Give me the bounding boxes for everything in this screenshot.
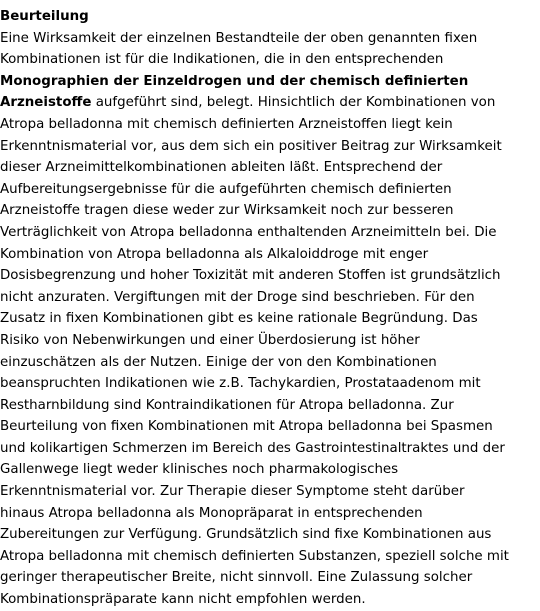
text-line: Beurteilung von fixen Kombinationen mit Atropa belladonna bei Spasmen — [0, 419, 493, 435]
text-line: Risiko von Nebenwirkungen und einer Überdosierung ist höher — [0, 332, 420, 348]
bold-reference: Monographien der Einzeldrogen und der chemisch definierten — [0, 73, 469, 89]
text-line: nicht anzuraten. Vergiftungen mit der Droge sind beschrieben. Für den — [0, 289, 475, 305]
text-line: Atropa belladonna mit chemisch definierten Substanzen, speziell solche mit — [0, 548, 509, 564]
text-line: Kombinationspräparate kann nicht empfohlen werden. — [0, 592, 366, 608]
text-line: Zubereitungen zur Verfügung. Grundsätzlich sind fixe Kombinationen aus — [0, 527, 492, 543]
text-line: Gallenwege liegt weder klinisches noch pharmakologisches — [0, 462, 399, 478]
text-line: Aufbereitungsergebnisse für die aufgeführten chemisch definierten — [0, 181, 452, 197]
text-line: einzuschätzen als der Nutzen. Einige der von den Kombinationen — [0, 354, 437, 370]
text-line: geringer therapeutischer Breite, nicht sinnvoll. Eine Zulassung solcher — [0, 570, 473, 586]
text-line: Kombination von Atropa belladonna als Alkaloiddroge mit enger — [0, 246, 429, 262]
text-line: Verträglichkeit von Atropa belladonna enthaltenden Arzneimitteln bei. Die — [0, 224, 497, 240]
text-line — [0, 92, 536, 114]
text-line: dieser Arzneimittelkombinationen ableiten läßt. Entsprechend der — [0, 160, 443, 176]
text-line: Restharnbildung sind Kontraindikationen für Atropa belladonna. Zur — [0, 397, 454, 413]
bold-reference: Arzneistoffe — [0, 95, 92, 111]
text-line: Arzneistoffe tragen diese weder zur Wirksamkeit noch zur besseren — [0, 203, 454, 219]
text-fragment: aufgeführt sind, belegt. Hinsichtlich der Kombinationen von — [91, 95, 496, 111]
text-line: Atropa belladonna mit chemisch definierten Arzneistoffen liegt kein — [0, 116, 453, 132]
section-heading: Beurteilung — [0, 9, 89, 24]
text-line: Eine Wirksamkeit der einzelnen Bestandteile der oben genannten fixen — [0, 30, 478, 46]
text-line: Dosisbegrenzung und hoher Toxizität mit anderen Stoffen ist grundsätzlich — [0, 268, 501, 284]
text-line: hinaus Atropa belladonna als Monopräparat in entsprechenden — [0, 505, 423, 521]
text-line: Erkenntnismaterial vor, aus dem sich ein positiver Beitrag zur Wirksamkeit — [0, 138, 502, 154]
text-line: Erkenntnismaterial vor. Zur Therapie dieser Symptome steht darüber — [0, 484, 465, 500]
text-line: und kolikartigen Schmerzen im Bereich des Gastrointestinaltraktes und der — [0, 440, 505, 456]
document-page — [0, 6, 536, 611]
text-line: Kombinationen ist für die Indikationen, die in den entsprechenden — [0, 52, 444, 68]
text-line: beanspruchten Indikationen wie z.B. Tachykardien, Prostataadenom mit — [0, 376, 481, 392]
text-line: Zusatz in fixen Kombinationen gibt es keine rationale Begründung. Das — [0, 311, 478, 327]
